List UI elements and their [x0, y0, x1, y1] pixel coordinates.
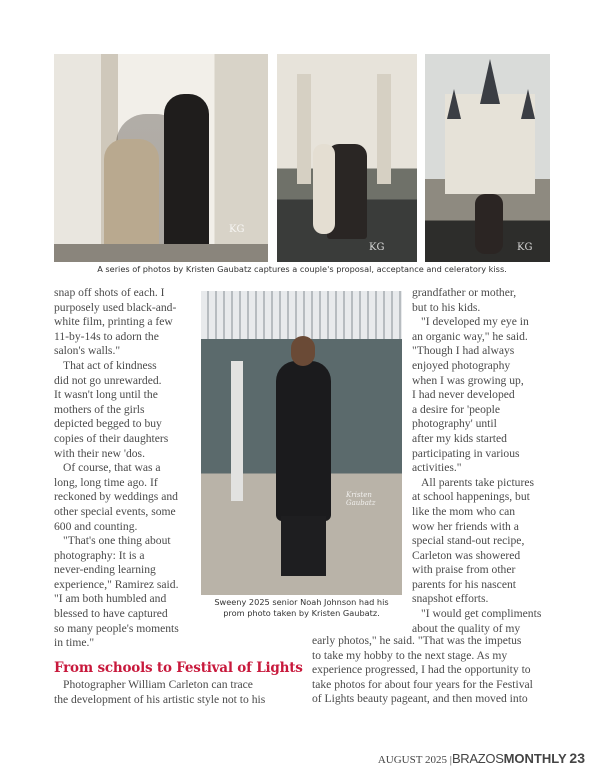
caption-line: Sweeny 2025 senior Noah Johnson had his — [214, 597, 389, 607]
text-line: reckoned by weddings and — [54, 490, 178, 504]
text-line: with praise from other — [412, 563, 516, 577]
text-line: like the mom who can — [412, 504, 516, 518]
text-line: of Lights beauty pageant, and then moved into — [312, 692, 528, 706]
text-line: a desire for 'people — [412, 402, 501, 416]
text-line: did not go unrewarded. — [54, 373, 162, 387]
prom-photo — [201, 291, 402, 595]
watermark: KG — [517, 242, 533, 253]
text-line: "I developed my eye in — [421, 315, 529, 329]
acceptance-photo — [277, 54, 417, 262]
text-line: early photos," he said. "That was the impetus — [312, 634, 522, 647]
text-line: other special events, some — [54, 504, 176, 518]
text-line: blessed to have captured — [54, 607, 168, 621]
text-line: grandfather or mother, — [412, 286, 517, 299]
text-line: take photos for about four years for the Festival — [312, 677, 533, 691]
caption-line: prom photo taken by Kristen Gaubatz. — [223, 608, 380, 618]
brand-bold: MONTHLY — [503, 751, 567, 766]
watermark: KG — [229, 224, 245, 235]
text-line: but to his kids. — [412, 300, 481, 314]
text-line: at school happenings, but — [412, 490, 530, 504]
text-line: salon's walls." — [54, 344, 121, 358]
text-line: Photographer William Carleton can trace — [63, 678, 253, 691]
section-body-text — [54, 678, 265, 707]
prom-photo-caption — [201, 597, 402, 619]
kiss-photo — [425, 54, 550, 262]
text-line: long, long time ago. If — [54, 475, 158, 489]
section-heading: From schools to Festival of Lights — [54, 660, 303, 676]
text-line: in time." — [54, 636, 95, 650]
text-line: snap off shots of each. I — [54, 286, 165, 299]
text-line: with their new 'dos. — [54, 446, 145, 460]
text-line: enjoyed photography — [412, 358, 511, 372]
text-line: "Though I had always — [412, 344, 515, 358]
text-line: Carleton was showered — [412, 548, 521, 562]
text-line: purposely used black-and- — [54, 300, 177, 314]
text-line: never-ending learning — [54, 563, 156, 577]
text-line: experience progressed, I had the opportunity to — [312, 663, 531, 677]
text-line: parents for his nascent — [412, 577, 516, 591]
text-line: 600 and counting. — [54, 519, 138, 533]
text-line: It wasn't long until the — [54, 388, 158, 402]
text-line: snapshot efforts. — [412, 592, 489, 606]
text-line: an organic way," he said. — [412, 329, 528, 343]
footer-separator: | — [449, 754, 452, 766]
text-line: copies of their daughters — [54, 431, 169, 445]
text-line: "I am both humbled and — [54, 592, 167, 606]
text-line: experience," Ramirez said. — [54, 577, 179, 591]
text-line: white film, printing a few — [54, 315, 173, 329]
text-line: Of course, that was a — [63, 461, 161, 475]
text-line: activities." — [412, 461, 462, 475]
text-line: I had never developed — [412, 388, 515, 402]
bottom-right-text — [312, 634, 533, 707]
text-line: "I would get compliments — [421, 607, 542, 621]
text-line: after my kids started — [412, 431, 507, 445]
text-line: 11-by-14s to adorn the — [54, 329, 159, 343]
text-line: about the quality of my — [412, 621, 521, 635]
text-line: mothers of the girls — [54, 402, 145, 416]
left-column-text — [54, 286, 179, 651]
proposal-photo — [54, 54, 268, 262]
watermark: KG — [369, 242, 385, 253]
text-line: participating in various — [412, 446, 520, 460]
text-line: to take my hobby to the next stage. As my — [312, 648, 508, 662]
text-line: when I was growing up, — [412, 373, 524, 387]
right-column-text — [412, 286, 541, 636]
brand-light: BRAZOS — [451, 751, 504, 766]
photo-strip-caption: A series of photos by Kristen Gaubatz captures a couple's proposal, acceptance and celeratory kiss. — [97, 264, 507, 274]
text-line: the development of his artistic style not to his — [54, 692, 266, 706]
text-line: photography' until — [412, 417, 497, 431]
text-line: special stand-out recipe, — [412, 534, 525, 548]
text-line: photography: It is a — [54, 548, 145, 562]
text-line: wow her friends with a — [412, 519, 519, 533]
text-line: depicted begged to buy — [54, 417, 162, 431]
text-line: "That's one thing about — [63, 534, 171, 548]
page-number: 23 — [569, 750, 585, 766]
text-line: so many people's moments — [54, 621, 179, 635]
watermark: Kristen Gaubatz — [346, 491, 376, 507]
page-footer — [378, 750, 585, 766]
issue-date: AUGUST 2025 — [377, 754, 447, 766]
text-line: All parents take pictures — [421, 475, 534, 489]
text-line: That act of kindness — [63, 358, 157, 372]
